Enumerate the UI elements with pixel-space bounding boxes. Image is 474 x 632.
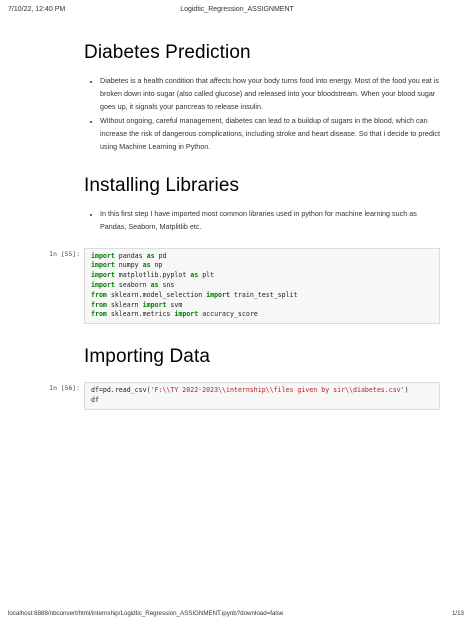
code-line: df <box>91 396 99 404</box>
code-cell-read-csv[interactable] <box>49 382 440 410</box>
bullet-list-libraries <box>84 207 440 233</box>
code-line: import seaborn as sns <box>91 281 175 290</box>
cell-prompt: In [55]: <box>49 249 80 258</box>
code-line: from sklearn import svm <box>91 300 183 309</box>
code-input[interactable] <box>84 248 440 325</box>
print-footer <box>0 610 474 622</box>
print-url: localhost:8888/nbconvert/html/internship/Logidtic_Regression_ASSIGNMENT.ipynb?download=false <box>8 610 284 617</box>
code-input[interactable] <box>84 382 440 410</box>
section-title-diabetes: Diabetes Prediction <box>84 42 251 63</box>
section-title-libraries: Installing Libraries <box>84 175 240 197</box>
section-title-importing-data: Importing Data <box>84 346 211 368</box>
bullet-list-diabetes <box>84 74 440 153</box>
bullet-item: • In this first step I have imported most common libraries used in python for machine learning such as Pandas, Seaborn, Matplitlib etc. <box>100 207 440 233</box>
code-line: import pandas as pd <box>91 251 167 260</box>
print-datetime: 7/10/22, 12:40 PM <box>8 6 66 13</box>
bullet-item: • Diabetes is a health condition that affects how your body turns food into energy. Most of the food you eat is broken down into sugar (also called glucose) and released into your bloodstream. When your blood sugar goes up, it signals your pancreas to release insulin. <box>100 74 440 114</box>
cell-prompt: In [56]: <box>49 384 80 393</box>
print-header <box>0 6 474 18</box>
print-page-number: 1/13 <box>451 610 464 617</box>
print-doc-title: Logidtic_Regression_ASSIGNMENT <box>180 6 294 13</box>
code-line: import numpy as np <box>91 261 163 270</box>
code-line: import matplotlib.pyplot as plt <box>91 271 215 280</box>
code-line: from sklearn.metrics import accuracy_score <box>91 310 258 319</box>
code-line: df=pd.read_csv('F:\\TY 2022-2023\\internship\\files given by sir\\diabetes.csv') <box>91 386 409 395</box>
code-line: from sklearn.model_selection import train_test_split <box>91 290 298 299</box>
notebook-content <box>49 42 441 410</box>
bullet-item: • Without ongoing, careful management, diabetes can lead to a buildup of sugars in the blood, which can increase the risk of dangerous complications, including stroke and heart disease. So that i decide to predict using Machine Learning in Python. <box>100 114 440 154</box>
code-cell-imports[interactable] <box>49 248 440 325</box>
